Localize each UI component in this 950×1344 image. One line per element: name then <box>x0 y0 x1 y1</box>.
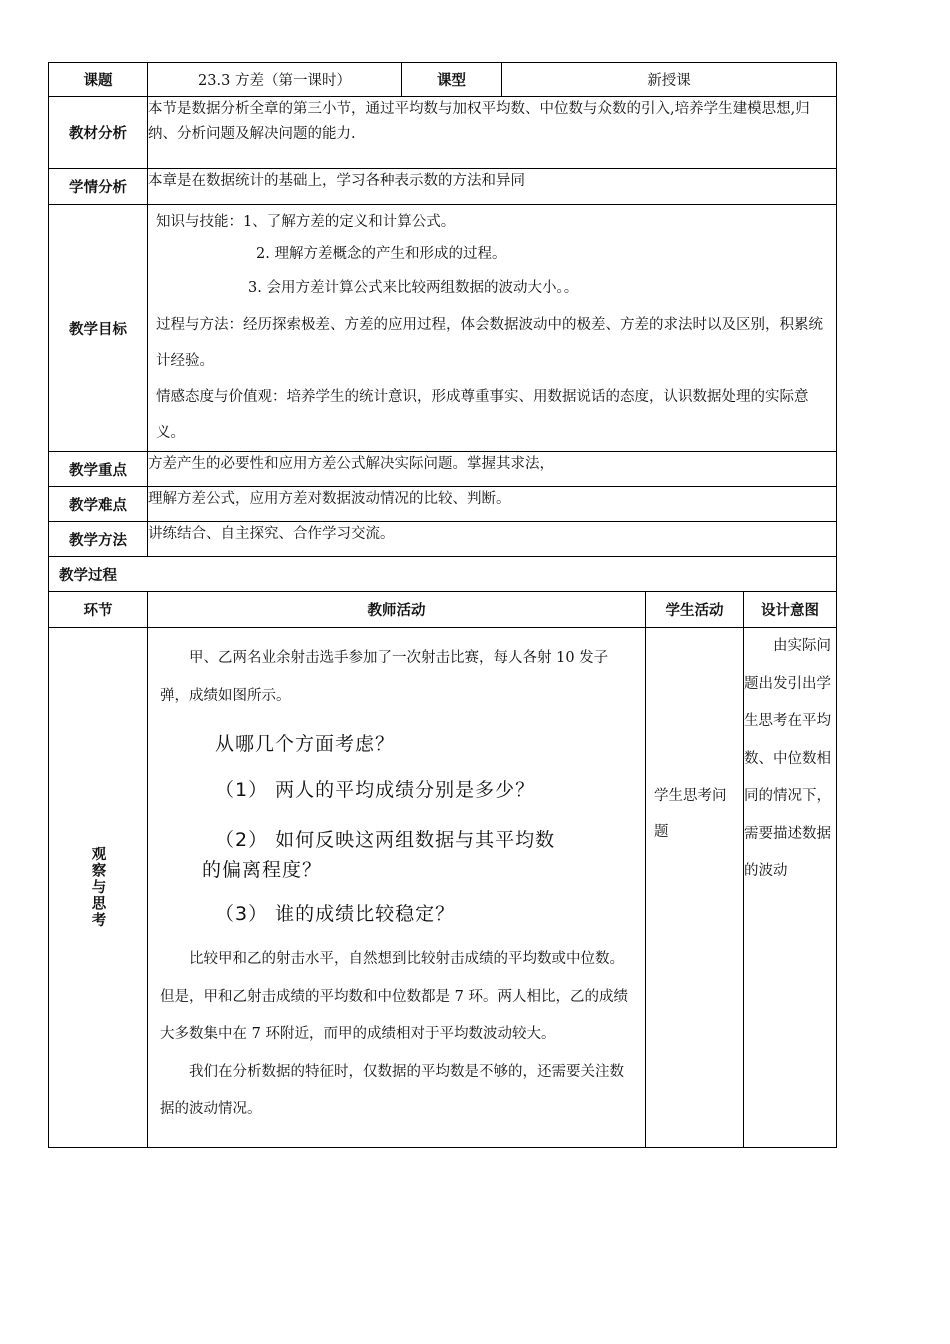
type-value: 新授课 <box>502 63 837 97</box>
method-text: 讲练结合、自主探究、合作学习交流。 <box>148 522 837 557</box>
question-title: 从哪几个方面考虑？ <box>215 733 396 755</box>
learner-text: 本章是在数据统计的基础上，学习各种表示数的方法和异同 <box>148 169 837 205</box>
process-row <box>49 557 837 592</box>
learner-label: 学情分析 <box>49 169 148 205</box>
goal-knowledge: 知识与技能：1、了解方差的定义和计算公式。 <box>156 214 456 230</box>
student-activity-cell <box>646 628 744 1148</box>
teacher-intro: 甲、乙两名业余射击选手参加了一次射击比赛，每人各射 10 发子弹，成绩如图所示。 <box>160 650 609 704</box>
method-row <box>49 522 837 557</box>
topic-value: 23.3 方差（第一课时） <box>148 63 402 97</box>
design-intent-text: 由实际问题出发引出学生思考在平均数、中位数相同的情况下，需要描述数据的波动 <box>744 638 831 879</box>
lesson-plan-table <box>48 62 837 1148</box>
goal-emotion: 情感态度与价值观：培养学生的统计意识，形成尊重事实、用数据说话的态度，认识数据处理的实际意义。 <box>156 389 809 441</box>
difficulty-text: 理解方差公式，应用方差对数据波动情况的比较、判断。 <box>148 487 837 522</box>
col-stage-header: 环节 <box>49 592 148 628</box>
material-text: 本节是数据分析全章的第三小节，通过平均数与加权平均数、中位数与众数的引入,培养学生建模思想,归纳、分析问题及解决问题的能力. <box>148 97 837 169</box>
topic-label: 课题 <box>49 63 148 97</box>
stage-cell <box>49 628 148 1148</box>
observe-row <box>49 628 837 1148</box>
material-row <box>49 97 837 169</box>
col-student-header: 学生活动 <box>646 592 744 628</box>
difficulty-label: 教学难点 <box>49 487 148 522</box>
goal-knowledge-2: 2. 理解方差概念的产生和形成的过程。 <box>256 246 507 262</box>
goal-knowledge-3: 3. 会用方差计算公式来比较两组数据的波动大小。。 <box>248 280 579 296</box>
design-intent-cell <box>744 628 837 1148</box>
teacher-activity-cell <box>148 628 646 1148</box>
stage-name: 观察与思考 <box>89 846 106 929</box>
process-label: 教学过程 <box>49 557 837 592</box>
teacher-para-2: 我们在分析数据的特征时，仅数据的平均数是不够的，还需要关注数据的波动情况。 <box>160 1063 624 1117</box>
key-text: 方差产生的必要性和应用方差公式解决实际问题。掌握其求法， <box>148 452 837 487</box>
col-design-header: 设计意图 <box>744 592 837 628</box>
goals-cell <box>148 205 837 452</box>
process-header-row <box>49 592 837 628</box>
student-activity-text: 学生思考问题 <box>654 788 727 840</box>
col-teacher-header: 教师活动 <box>148 592 646 628</box>
key-label: 教学重点 <box>49 452 148 487</box>
goal-process: 过程与方法：经历探索极差、方差的应用过程，体会数据波动中的极差、方差的求法时以及区别，积累统计经验。 <box>156 317 823 369</box>
learner-row <box>49 169 837 205</box>
key-row <box>49 452 837 487</box>
goals-label: 教学目标 <box>49 205 148 452</box>
teacher-para-1: 比较甲和乙的射击水平，自然想到比较射击成绩的平均数或中位数。但是，甲和乙射击成绩的平均数和中位数都是 7 环。两人相比，乙的成绩大多数集中在 7 环附近，而甲的成绩相对于平均数波动较大。 <box>160 951 628 1042</box>
type-label: 课型 <box>402 63 502 97</box>
topic-row <box>49 63 837 97</box>
material-label: 教材分析 <box>49 97 148 169</box>
question-1: （1） 两人的平均成绩分别是多少？ <box>215 779 536 801</box>
lesson-plan-page <box>48 62 836 1148</box>
goals-row <box>49 205 837 452</box>
method-label: 教学方法 <box>49 522 148 557</box>
difficulty-row <box>49 487 837 522</box>
question-2a: （2） 如何反映这两组数据与其平均数 <box>215 829 556 851</box>
question-2b: 的偏离程度？ <box>202 859 323 881</box>
question-3: （3） 谁的成绩比较稳定？ <box>215 903 456 925</box>
